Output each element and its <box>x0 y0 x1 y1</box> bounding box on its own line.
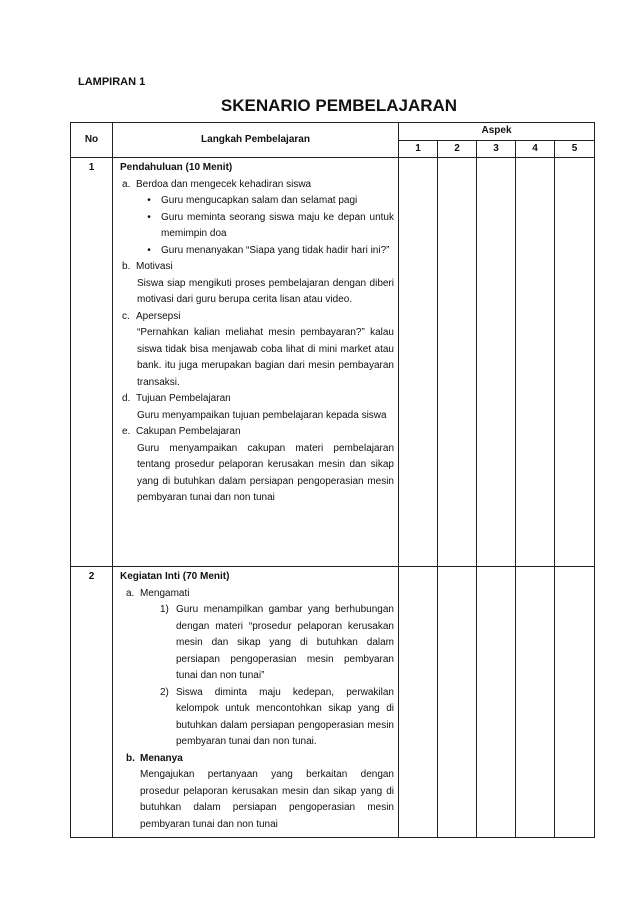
item-label: a. <box>126 587 135 599</box>
item-label: d. <box>122 393 131 404</box>
list-item <box>120 259 394 276</box>
row-number: 1 <box>71 158 113 567</box>
bullet-icon: • <box>147 244 151 256</box>
aspek-cell[interactable] <box>555 158 595 567</box>
item-title: Tujuan Pembelajaran <box>136 393 231 404</box>
row-content <box>113 158 399 567</box>
aspek-col-5: 5 <box>555 140 595 158</box>
list-item <box>120 243 394 260</box>
row-number: 2 <box>71 567 113 838</box>
aspek-col-3: 3 <box>477 140 516 158</box>
list-item <box>120 177 394 194</box>
list-item <box>120 586 394 603</box>
aspek-cell[interactable] <box>555 567 595 838</box>
aspek-cell[interactable] <box>477 567 516 838</box>
aspek-cell[interactable] <box>516 158 555 567</box>
list-item <box>120 309 394 326</box>
list-item <box>120 391 394 408</box>
aspek-cell[interactable] <box>438 158 477 567</box>
item-title: Mengamati <box>140 587 190 599</box>
item-text: Guru menanyakan “Siapa yang tidak hadir hari ini?” <box>161 244 390 256</box>
section-title: Pendahuluan (10 Menit) <box>120 162 233 173</box>
item-label: b. <box>122 261 131 272</box>
item-text: Guru menyampaikan tujuan pembelajaran kepada siswa <box>137 409 387 421</box>
aspek-cell[interactable] <box>438 567 477 838</box>
item-text: Guru mengucapkan salam dan selamat pagi <box>161 195 358 206</box>
item-text: Siswa diminta maju kedepan, perwakilan kelompok untuk mencontohkan sikap yang di butuhkan dalam persiapan pengoperasian mesin pembyaran tunai dan non tunai. <box>176 686 394 747</box>
aspek-col-4: 4 <box>516 140 555 158</box>
item-title: Menanya <box>140 752 183 764</box>
item-text: Berdoa dan mengecek kehadiran siswa <box>136 178 312 190</box>
list-item <box>120 602 394 685</box>
item-text: Siswa siap mengikuti proses pembelajaran dengan diberi motivasi dari guru berupa cerita lisan atau video. <box>137 277 394 305</box>
item-title: Cakupan Pembelajaran <box>136 426 241 437</box>
aspek-col-2: 2 <box>438 140 477 158</box>
table-row <box>71 567 595 838</box>
header-no: No <box>71 123 113 158</box>
aspek-cell[interactable] <box>399 567 438 838</box>
item-label: b. <box>126 752 135 764</box>
list-item <box>120 424 394 441</box>
item-text: Guru menyampaikan cakupan materi pembelajaran tentang prosedur pelaporan kerusakan mesin dan sikap yang di butuhkan dalam persiapan pengoperasian mesin pembyaran tunai dan non tunai <box>137 442 394 503</box>
item-label: a. <box>122 178 131 190</box>
item-label: e. <box>122 426 131 437</box>
item-title: Motivasi <box>136 261 173 272</box>
page-title: SKENARIO PEMBELAJARAN <box>220 96 458 115</box>
item-title: Apersepsi <box>136 310 181 322</box>
header-langkah: Langkah Pembelajaran <box>113 123 399 158</box>
bullet-icon: • <box>147 211 151 223</box>
section-title: Kegiatan Inti (70 Menit) <box>120 571 230 582</box>
item-text: Guru menampilkan gambar yang berhubungan dengan materi “prosedur pelaporan kerusakan mesin dan sikap yang di butuhkan dalam persiapan pengoperasian mesin pembyaran tunai dan non tunai” <box>176 604 394 681</box>
list-item <box>120 685 394 751</box>
header-aspek: Aspek <box>399 123 595 141</box>
header-row <box>71 123 595 141</box>
row-content <box>113 567 399 838</box>
list-item <box>120 193 394 210</box>
bullet-icon: • <box>147 195 151 206</box>
item-text: Mengajukan pertanyaan yang berkaitan dengan prosedur pelaporan kerusakan mesin dan sikap yang di butuhkan dalam persiapan pengoperasian mesin pembyaran tunai dan non tunai <box>140 769 394 830</box>
item-label: c. <box>122 310 130 322</box>
skenario-table <box>70 122 595 838</box>
aspek-cell[interactable] <box>399 158 438 567</box>
item-text: Guru meminta seorang siswa maju ke depan untuk memimpin doa <box>161 211 394 239</box>
aspek-cell[interactable] <box>516 567 555 838</box>
aspek-cell[interactable] <box>477 158 516 567</box>
item-number: 1) <box>160 604 169 615</box>
lampiran-label: LAMPIRAN 1 <box>78 76 146 88</box>
list-item <box>120 210 394 243</box>
item-text: “Pernahkan kalian meliahat mesin pembayaran?” kalau siswa tidak bisa menjawab coba lihat di mini market atau bank. itu juga merupakan bagian dari mesin pembayaran transaksi. <box>137 327 394 388</box>
item-number: 2) <box>160 686 169 698</box>
aspek-col-1: 1 <box>399 140 438 158</box>
table-row <box>71 158 595 567</box>
list-item <box>120 751 394 768</box>
